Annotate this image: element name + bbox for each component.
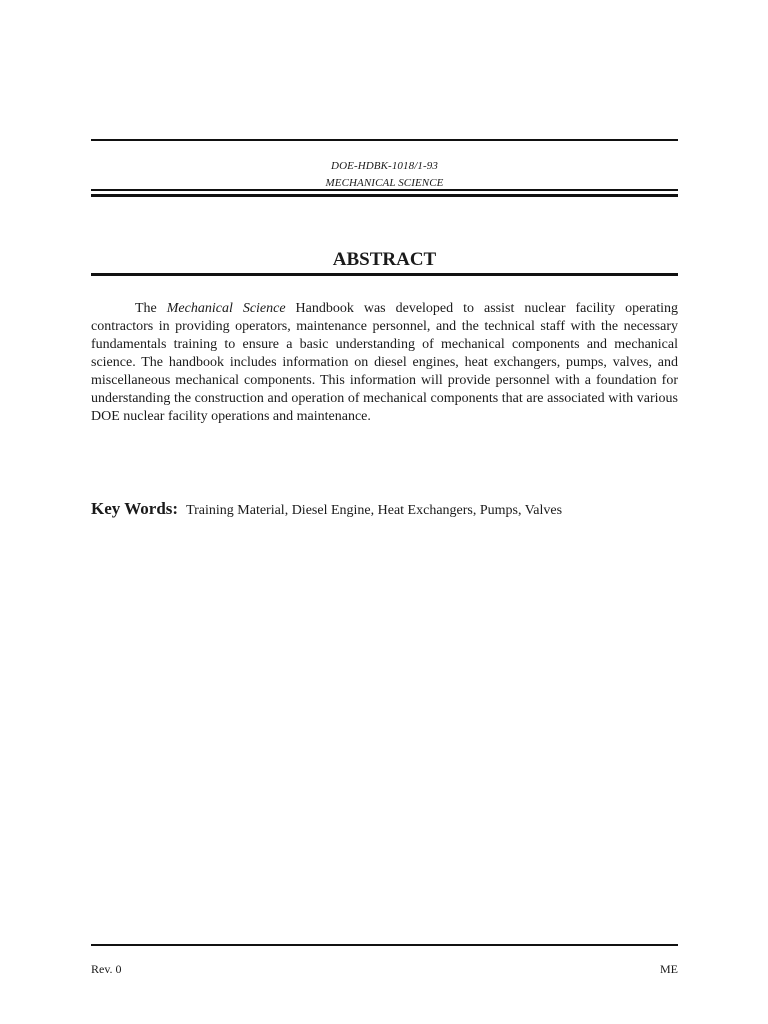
footer-revision: Rev. 0: [91, 962, 122, 976]
abstract-text-rest: Handbook was developed to assist nuclear facility operating contractors in providing operators, maintenance personnel, and the technical staff with the necessary fundamentals training to ensure a basic understanding of mechanical components and mechanical science. The handbook includes information on diesel engines, heat exchangers, pumps, valves, and miscellaneous mechanical components. This information will provide personnel with a foundation for understanding the construction and operation of mechanical components that are associated with various DOE nuclear facility operations and maintenance.: [91, 301, 678, 424]
keywords-label: Key Words:: [91, 499, 179, 518]
abstract-paragraph: [91, 300, 678, 426]
footer-rule: [91, 944, 678, 946]
title-underline-rule: [91, 273, 678, 276]
abstract-text-start: The: [135, 301, 167, 316]
footer-module: ME: [660, 962, 678, 976]
page-title: ABSTRACT: [332, 249, 437, 270]
keywords-value: Training Material, Diesel Engine, Heat Exchangers, Pumps, Valves: [186, 503, 563, 518]
keywords-line: [91, 498, 678, 522]
handbook-name: Mechanical Science: [166, 301, 286, 316]
header-bottom-rule: [91, 189, 678, 191]
document-id: DOE-HDBK-1018/1-93: [331, 160, 438, 172]
header-top-rule: [91, 139, 678, 141]
header-bottom-rule-thick: [91, 194, 678, 197]
document-subject: MECHANICAL SCIENCE: [325, 177, 444, 189]
